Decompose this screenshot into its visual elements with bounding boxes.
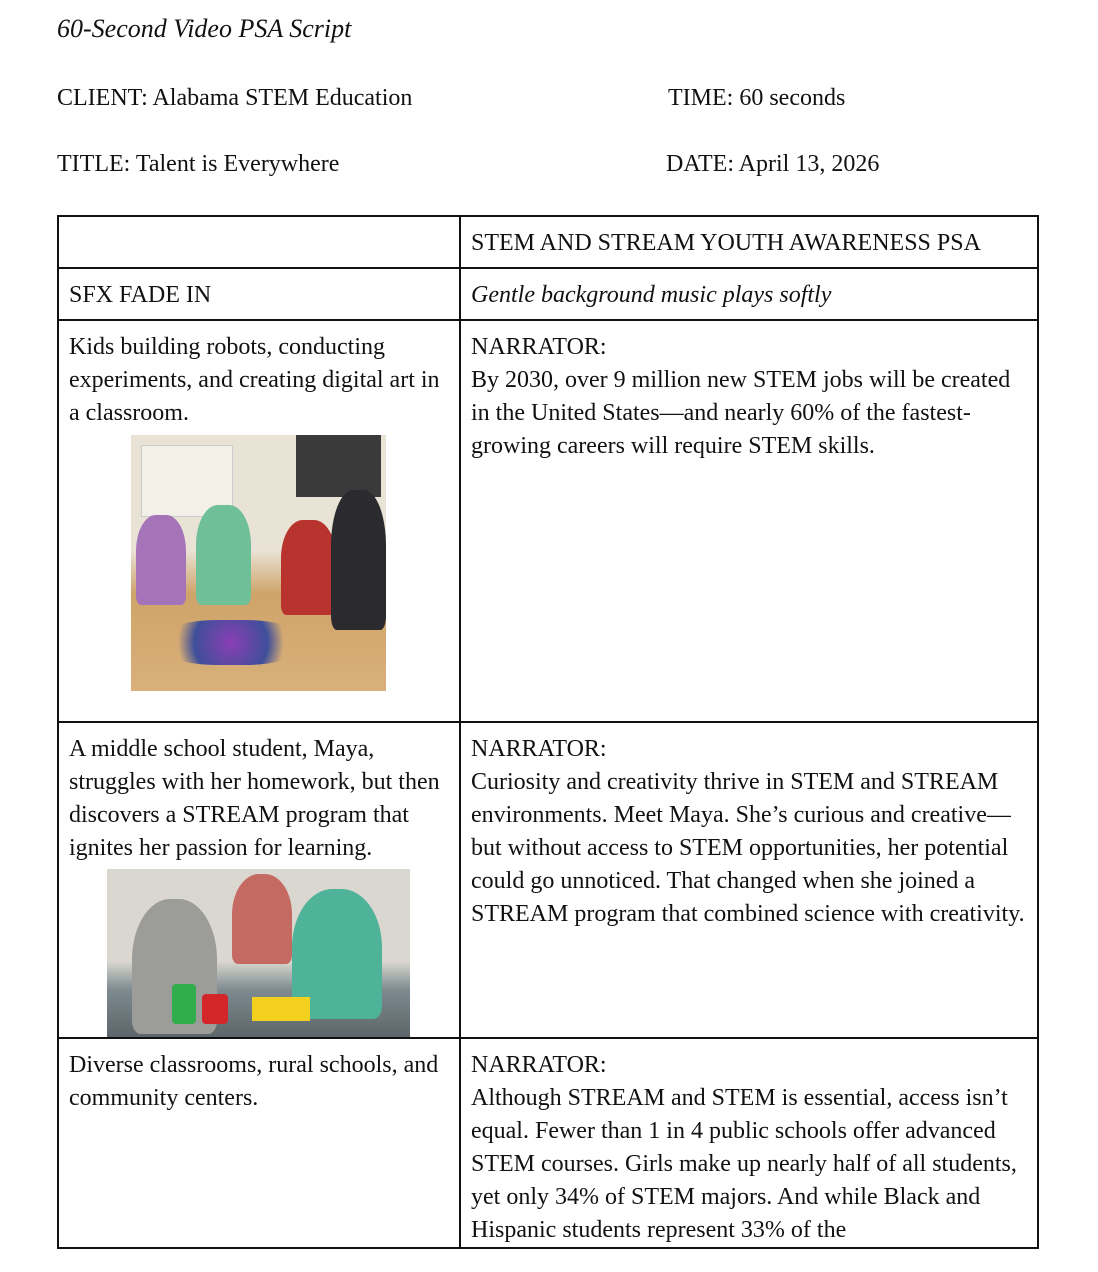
client-field: CLIENT: Alabama STEM Education xyxy=(57,85,413,111)
table-header-row xyxy=(58,216,1038,268)
sfx-cue-cell: SFX FADE IN xyxy=(58,268,460,320)
table-row xyxy=(58,722,1038,1038)
wall-board xyxy=(296,435,381,497)
video-description: Diverse classrooms, rural schools, and community centers. xyxy=(69,1052,439,1111)
test-tube-rack xyxy=(252,997,310,1021)
speaker-label: NARRATOR: xyxy=(471,736,607,762)
title-field: TITLE: Talent is Everywhere xyxy=(57,151,340,177)
sfx-description-cell: Gentle background music plays softly xyxy=(460,268,1038,320)
video-cell xyxy=(58,722,460,1038)
robot-parts xyxy=(161,620,301,665)
video-description: A middle school student, Maya, struggles with her homework, but then discovers a STREAM program that ignites her passion for learning. xyxy=(69,736,440,861)
audio-cell xyxy=(460,722,1038,1038)
flask-red xyxy=(202,994,228,1024)
child-figure xyxy=(331,490,386,630)
document-title: 60-Second Video PSA Script xyxy=(57,14,352,43)
flask-green xyxy=(172,984,196,1024)
table-row xyxy=(58,268,1038,320)
video-cell xyxy=(58,1038,460,1248)
header-cell-audio: STEM AND STREAM YOUTH AWARENESS PSA xyxy=(460,216,1038,268)
students-science-class-photo xyxy=(107,869,410,1037)
table-row xyxy=(58,320,1038,722)
narration-text: By 2030, over 9 million new STEM jobs will be created in the United States—and nearly 60% of the fastest-growing careers will require STEM skills. xyxy=(471,367,1011,459)
child-figure xyxy=(281,520,336,615)
audio-cell xyxy=(460,1038,1038,1248)
video-cell xyxy=(58,320,460,722)
table-row xyxy=(58,1038,1038,1248)
speaker-label: NARRATOR: xyxy=(471,1052,607,1078)
video-description: Kids building robots, conducting experiments, and creating digital art in a classroom. xyxy=(69,334,440,426)
script-table xyxy=(57,215,1039,1249)
audio-cell xyxy=(460,320,1038,722)
kids-building-robots-photo xyxy=(131,435,386,691)
speaker-label: NARRATOR: xyxy=(471,334,607,360)
time-field: TIME: 60 seconds xyxy=(668,85,846,111)
student-figure xyxy=(232,874,292,964)
child-figure xyxy=(136,515,186,605)
narration-text: Although STREAM and STEM is essential, access isn’t equal. Fewer than 1 in 4 public schools offer advanced STEM courses. Girls make up nearly half of all students, yet only 34% of STEM majors. And while Black and Hispanic students represent 33% of the xyxy=(471,1085,1017,1243)
date-field: DATE: April 13, 2026 xyxy=(666,151,880,177)
child-figure xyxy=(196,505,251,605)
header-cell-video xyxy=(58,216,460,268)
narration-text: Curiosity and creativity thrive in STEM and STREAM environments. Meet Maya. She’s curious and creative—but without access to STEM opportunities, her potential could go unnoticed. That changed when she joined a STREAM program that combined science with creativity. xyxy=(471,769,1025,927)
